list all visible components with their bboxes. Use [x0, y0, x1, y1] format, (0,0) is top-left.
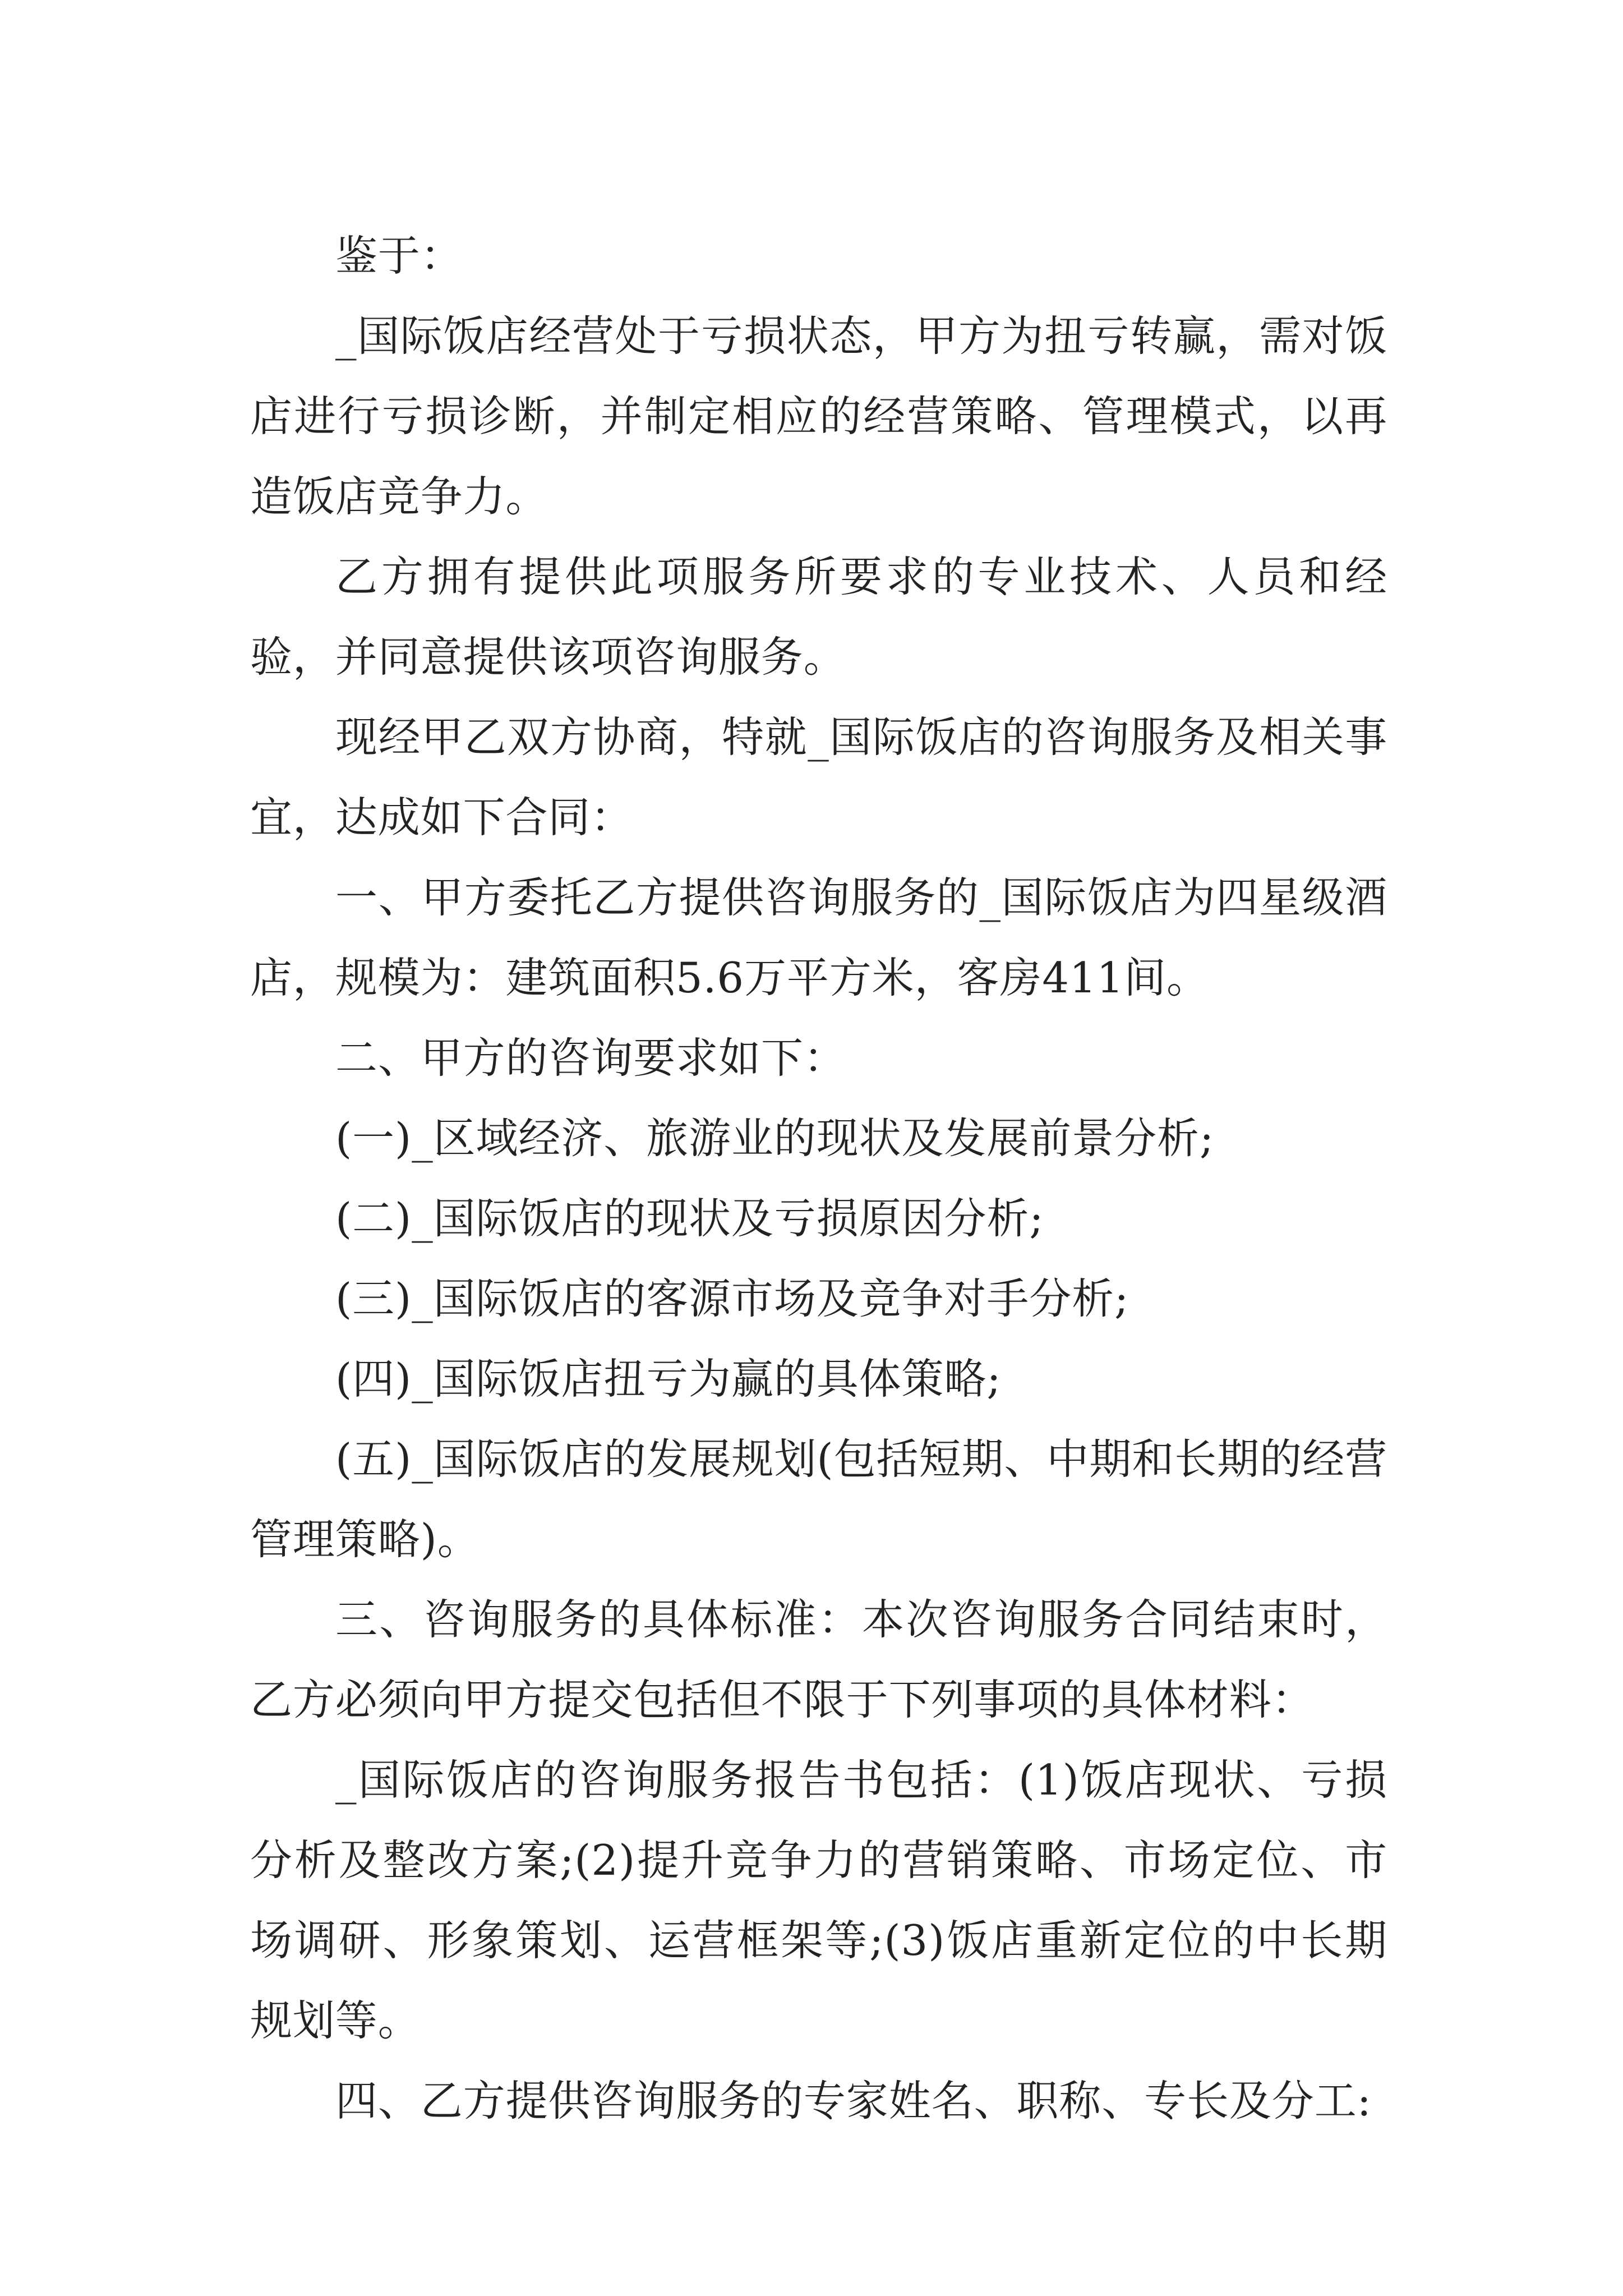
clause-2-item-2: (二)_国际饭店的现状及亏损原因分析; — [335, 1194, 1044, 1243]
clause-1-hotel-scale: 一、甲方委托乙方提供咨询服务的_国际饭店为四星级酒店，规模为：建筑面积5.6万平方米，客房411间。 — [250, 873, 1387, 1002]
paragraph-whereas: 鉴于： — [335, 231, 463, 280]
paragraph-party-b-capability: 乙方拥有提供此项服务所要求的专业技术、人员和经验，并同意提供该项咨询服务。 — [250, 552, 1387, 682]
paragraph-agreement-intro: 现经甲乙双方协商，特就_国际饭店的咨询服务及相关事宜，达成如下合同： — [250, 712, 1387, 842]
clause-2-item-3: (三)_国际饭店的客源市场及竞争对手分析; — [335, 1274, 1129, 1323]
clause-3-standards: 三、咨询服务的具体标准：本次咨询服务合同结束时，乙方必须向甲方提交包括但不限于下列事项的具体材料： — [250, 1595, 1387, 1724]
clause-2-item-4: (四)_国际饭店扭亏为赢的具体策略; — [335, 1354, 1002, 1404]
paragraph-hotel-situation: _国际饭店经营处于亏损状态，甲方为扭亏转赢，需对饭店进行亏损诊断，并制定相应的经营策略、管理模式，以再造饭店竞争力。 — [250, 311, 1387, 521]
clause-4-experts: 四、乙方提供咨询服务的专家姓名、职称、专长及分工: — [335, 2076, 1372, 2125]
document-body — [250, 216, 1387, 2141]
clause-3-report-contents: _国际饭店的咨询服务报告书包括：(1)饭店现状、亏损分析及整改方案;(2)提升竞争力的营销策略、市场定位、市场调研、形象策划、运营框架等;(3)饭店重新定位的中长期规划等。 — [250, 1755, 1387, 2045]
clause-2-item-5: (五)_国际饭店的发展规划(包括短期、中期和长期的经营管理策略)。 — [250, 1434, 1387, 1564]
clause-2-heading: 二、甲方的咨询要求如下： — [335, 1033, 846, 1083]
clause-2-item-1: (一)_区域经济、旅游业的现状及发展前景分析; — [335, 1114, 1214, 1163]
